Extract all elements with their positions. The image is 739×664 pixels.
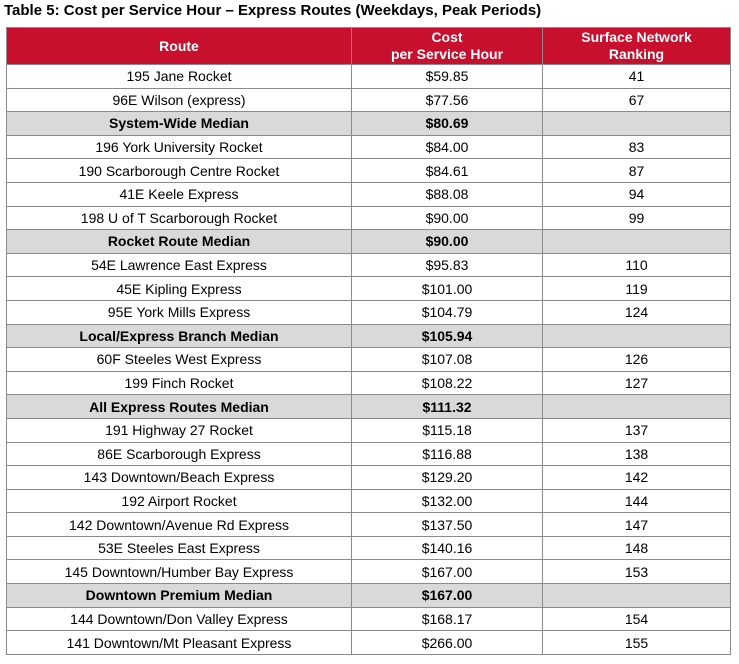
- cost-cell: $84.61: [352, 159, 543, 183]
- ranking-cell: 147: [543, 513, 731, 537]
- route-cell: All Express Routes Median: [7, 395, 352, 419]
- table-row: [7, 88, 731, 112]
- route-cell: Rocket Route Median: [7, 230, 352, 254]
- ranking-cell: 87: [543, 159, 731, 183]
- table-row: [7, 300, 731, 324]
- ranking-cell: 127: [543, 371, 731, 395]
- ranking-cell: 144: [543, 489, 731, 513]
- median-row: [7, 112, 731, 136]
- route-cell: Local/Express Branch Median: [7, 324, 352, 348]
- cost-cell: $168.17: [352, 607, 543, 631]
- table-row: [7, 607, 731, 631]
- table-row: [7, 348, 731, 372]
- table-row: [7, 135, 731, 159]
- table-row: [7, 536, 731, 560]
- table-row: [7, 489, 731, 513]
- route-cell: 45E Kipling Express: [7, 277, 352, 301]
- table-row: [7, 206, 731, 230]
- cost-cell: $167.00: [352, 584, 543, 608]
- table-row: [7, 182, 731, 206]
- table-row: [7, 253, 731, 277]
- median-row: [7, 230, 731, 254]
- header-cost-line2: per Service Hour: [390, 46, 504, 62]
- table-row: [7, 159, 731, 183]
- route-cell: 95E York Mills Express: [7, 300, 352, 324]
- header-ranking-line2: Ranking: [608, 46, 665, 62]
- ranking-cell: 67: [543, 88, 731, 112]
- cost-cell: $59.85: [352, 65, 543, 89]
- cost-cell: $105.94: [352, 324, 543, 348]
- route-cell: Downtown Premium Median: [7, 584, 352, 608]
- header-cost-line1: Cost: [431, 29, 463, 45]
- header-route-label: Route: [159, 37, 199, 54]
- ranking-cell: [543, 230, 731, 254]
- cost-cell: $167.00: [352, 560, 543, 584]
- table-row: [7, 277, 731, 301]
- header-row: [7, 28, 731, 65]
- ranking-cell: 94: [543, 182, 731, 206]
- cost-cell: $115.18: [352, 418, 543, 442]
- table-row: [7, 371, 731, 395]
- cost-cell: $111.32: [352, 395, 543, 419]
- cost-cell: $90.00: [352, 230, 543, 254]
- route-cell: 190 Scarborough Centre Rocket: [7, 159, 352, 183]
- table-row: [7, 560, 731, 584]
- ranking-cell: [543, 112, 731, 136]
- table-row: [7, 65, 731, 89]
- route-cell: 144 Downtown/Don Valley Express: [7, 607, 352, 631]
- table-row: [7, 466, 731, 490]
- cost-cell: $137.50: [352, 513, 543, 537]
- ranking-cell: 154: [543, 607, 731, 631]
- route-cell: 191 Highway 27 Rocket: [7, 418, 352, 442]
- ranking-cell: 83: [543, 135, 731, 159]
- route-cell: 145 Downtown/Humber Bay Express: [7, 560, 352, 584]
- route-cell: 86E Scarborough Express: [7, 442, 352, 466]
- cost-cell: $80.69: [352, 112, 543, 136]
- route-cell: 53E Steeles East Express: [7, 536, 352, 560]
- ranking-cell: 126: [543, 348, 731, 372]
- ranking-cell: 124: [543, 300, 731, 324]
- table-row: [7, 513, 731, 537]
- ranking-cell: 110: [543, 253, 731, 277]
- ranking-cell: 119: [543, 277, 731, 301]
- ranking-cell: 148: [543, 536, 731, 560]
- table-row: [7, 442, 731, 466]
- route-cell: 143 Downtown/Beach Express: [7, 466, 352, 490]
- route-cell: 142 Downtown/Avenue Rd Express: [7, 513, 352, 537]
- cost-cell: $108.22: [352, 371, 543, 395]
- cost-cell: $95.83: [352, 253, 543, 277]
- route-cell: 54E Lawrence East Express: [7, 253, 352, 277]
- table-row: [7, 418, 731, 442]
- ranking-cell: 142: [543, 466, 731, 490]
- cost-cell: $90.00: [352, 206, 543, 230]
- cost-cell: $104.79: [352, 300, 543, 324]
- cost-cell: $77.56: [352, 88, 543, 112]
- median-row: [7, 324, 731, 348]
- route-cell: 60F Steeles West Express: [7, 348, 352, 372]
- cost-table: [6, 27, 731, 655]
- route-cell: 198 U of T Scarborough Rocket: [7, 206, 352, 230]
- cost-cell: $101.00: [352, 277, 543, 301]
- route-cell: 195 Jane Rocket: [7, 65, 352, 89]
- median-row: [7, 584, 731, 608]
- route-cell: 96E Wilson (express): [7, 88, 352, 112]
- ranking-cell: 138: [543, 442, 731, 466]
- cost-cell: $116.88: [352, 442, 543, 466]
- median-row: [7, 395, 731, 419]
- ranking-cell: 41: [543, 65, 731, 89]
- route-cell: 41E Keele Express: [7, 182, 352, 206]
- table-header: [7, 28, 731, 65]
- cost-cell: $132.00: [352, 489, 543, 513]
- header-cost: [352, 28, 543, 65]
- table-title: Table 5: Cost per Service Hour – Express Routes (Weekdays, Peak Periods): [4, 2, 542, 19]
- ranking-cell: [543, 395, 731, 419]
- route-cell: 196 York University Rocket: [7, 135, 352, 159]
- ranking-cell: [543, 584, 731, 608]
- ranking-cell: [543, 324, 731, 348]
- ranking-cell: 153: [543, 560, 731, 584]
- route-cell: 192 Airport Rocket: [7, 489, 352, 513]
- cost-cell: $88.08: [352, 182, 543, 206]
- ranking-cell: 155: [543, 631, 731, 655]
- cost-cell: $107.08: [352, 348, 543, 372]
- route-cell: 141 Downtown/Mt Pleasant Express: [7, 631, 352, 655]
- header-ranking: [543, 28, 731, 65]
- cost-cell: $140.16: [352, 536, 543, 560]
- cost-cell: $84.00: [352, 135, 543, 159]
- table-row: [7, 631, 731, 655]
- header-ranking-line1: Surface Network: [581, 29, 692, 45]
- cost-cell: $129.20: [352, 466, 543, 490]
- ranking-cell: 137: [543, 418, 731, 442]
- table-body: [7, 65, 731, 655]
- route-cell: 199 Finch Rocket: [7, 371, 352, 395]
- cost-cell: $266.00: [352, 631, 543, 655]
- header-route: [7, 28, 352, 65]
- route-cell: System-Wide Median: [7, 112, 352, 136]
- ranking-cell: 99: [543, 206, 731, 230]
